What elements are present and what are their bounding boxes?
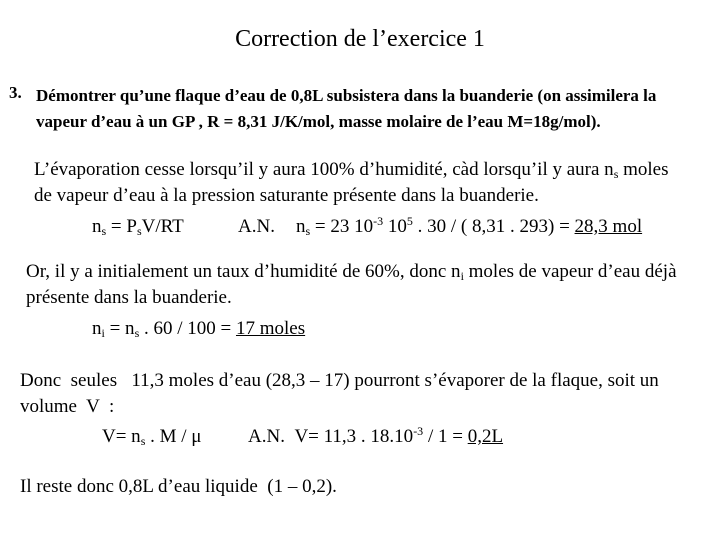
eq3-result: 0,2L <box>467 426 504 447</box>
eq3-v-sub: s <box>140 434 146 448</box>
conclusion-text: Il reste donc 0,8L d’eau liquide (1 – 0,2). <box>20 476 337 497</box>
paragraph-evaporable-volume: Donc seules 11,3 moles d’eau (28,3 – 17) pourront s’évaporer de la flaque, soit un volume V : <box>20 370 664 417</box>
eq1-n: n <box>92 216 102 237</box>
equation-an-label: A.N. <box>238 216 275 237</box>
equation-ns-calc <box>296 216 642 238</box>
eq1-mid: = P <box>106 216 137 237</box>
eq3-rest: . M / <box>145 426 192 447</box>
eq1-n2-sub: s <box>305 224 311 238</box>
eq1-n2: n <box>296 216 306 237</box>
paragraph-evaporation <box>34 157 674 209</box>
equation-ni <box>92 318 305 340</box>
equation-volume-formula <box>102 426 201 448</box>
para2-text2: moles de vapeur d’eau déjà présente dans la buanderie. <box>26 261 677 308</box>
eq1-p-sub: s <box>136 224 142 238</box>
eq1-calc1: = 23 10 <box>310 216 374 237</box>
eq3-an: A.N. <box>248 426 285 447</box>
para1-text: L’évaporation cesse lorsqu’il y aura 100% d’humidité, càd lorsqu’il y aura n <box>34 159 614 180</box>
para2-sub: i <box>460 269 464 283</box>
eq2-calc: . 60 / 100 = <box>139 318 236 339</box>
eq2-n-sub: i <box>101 326 105 340</box>
eq2-n: n <box>92 318 102 339</box>
paragraph-initial-humidity <box>26 259 706 311</box>
eq3-mu: μ <box>191 426 202 447</box>
eq2-mid: = n <box>104 318 135 339</box>
eq2-result: 17 moles <box>235 318 306 339</box>
eq1-exp2: 5 <box>406 214 413 228</box>
equation-ns-formula <box>92 216 184 238</box>
question-text: Démontrer qu’une flaque d’eau de 0,8L subsistera dans la buanderie (on assimilera la vapeur d’eau à un GP , R = 8,31 J/K/mol, masse molaire de l’eau M=18g/mol). <box>36 86 657 131</box>
eq1-rest: V/RT <box>141 216 184 237</box>
eq1-calc3: . 30 / ( 8,31 . 293) = <box>412 216 575 237</box>
para2-text: Or, il y a initialement un taux d’humidité de 60%, donc n <box>26 261 461 282</box>
eq3-calc: V= 11,3 . 18.10 <box>294 426 414 447</box>
page-title: Correction de l’exercice 1 <box>235 26 485 52</box>
eq1-result: 28,3 mol <box>574 216 643 237</box>
eq3-v: V= n <box>102 426 141 447</box>
eq1-calc2: 10 <box>383 216 407 237</box>
eq1-exp1: -3 <box>373 214 384 228</box>
equation-volume-calc <box>248 426 503 448</box>
eq2-mid-sub: s <box>134 326 140 340</box>
question-number: 3. <box>9 83 22 102</box>
para1-text2: moles de vapeur d’eau à la pression saturante présente dans la buanderie. <box>34 159 669 206</box>
para1-sub: s <box>613 167 619 181</box>
eq1-n-sub: s <box>101 224 107 238</box>
eq3-exp: -3 <box>413 424 424 438</box>
eq3-calc2: / 1 = <box>423 426 468 447</box>
